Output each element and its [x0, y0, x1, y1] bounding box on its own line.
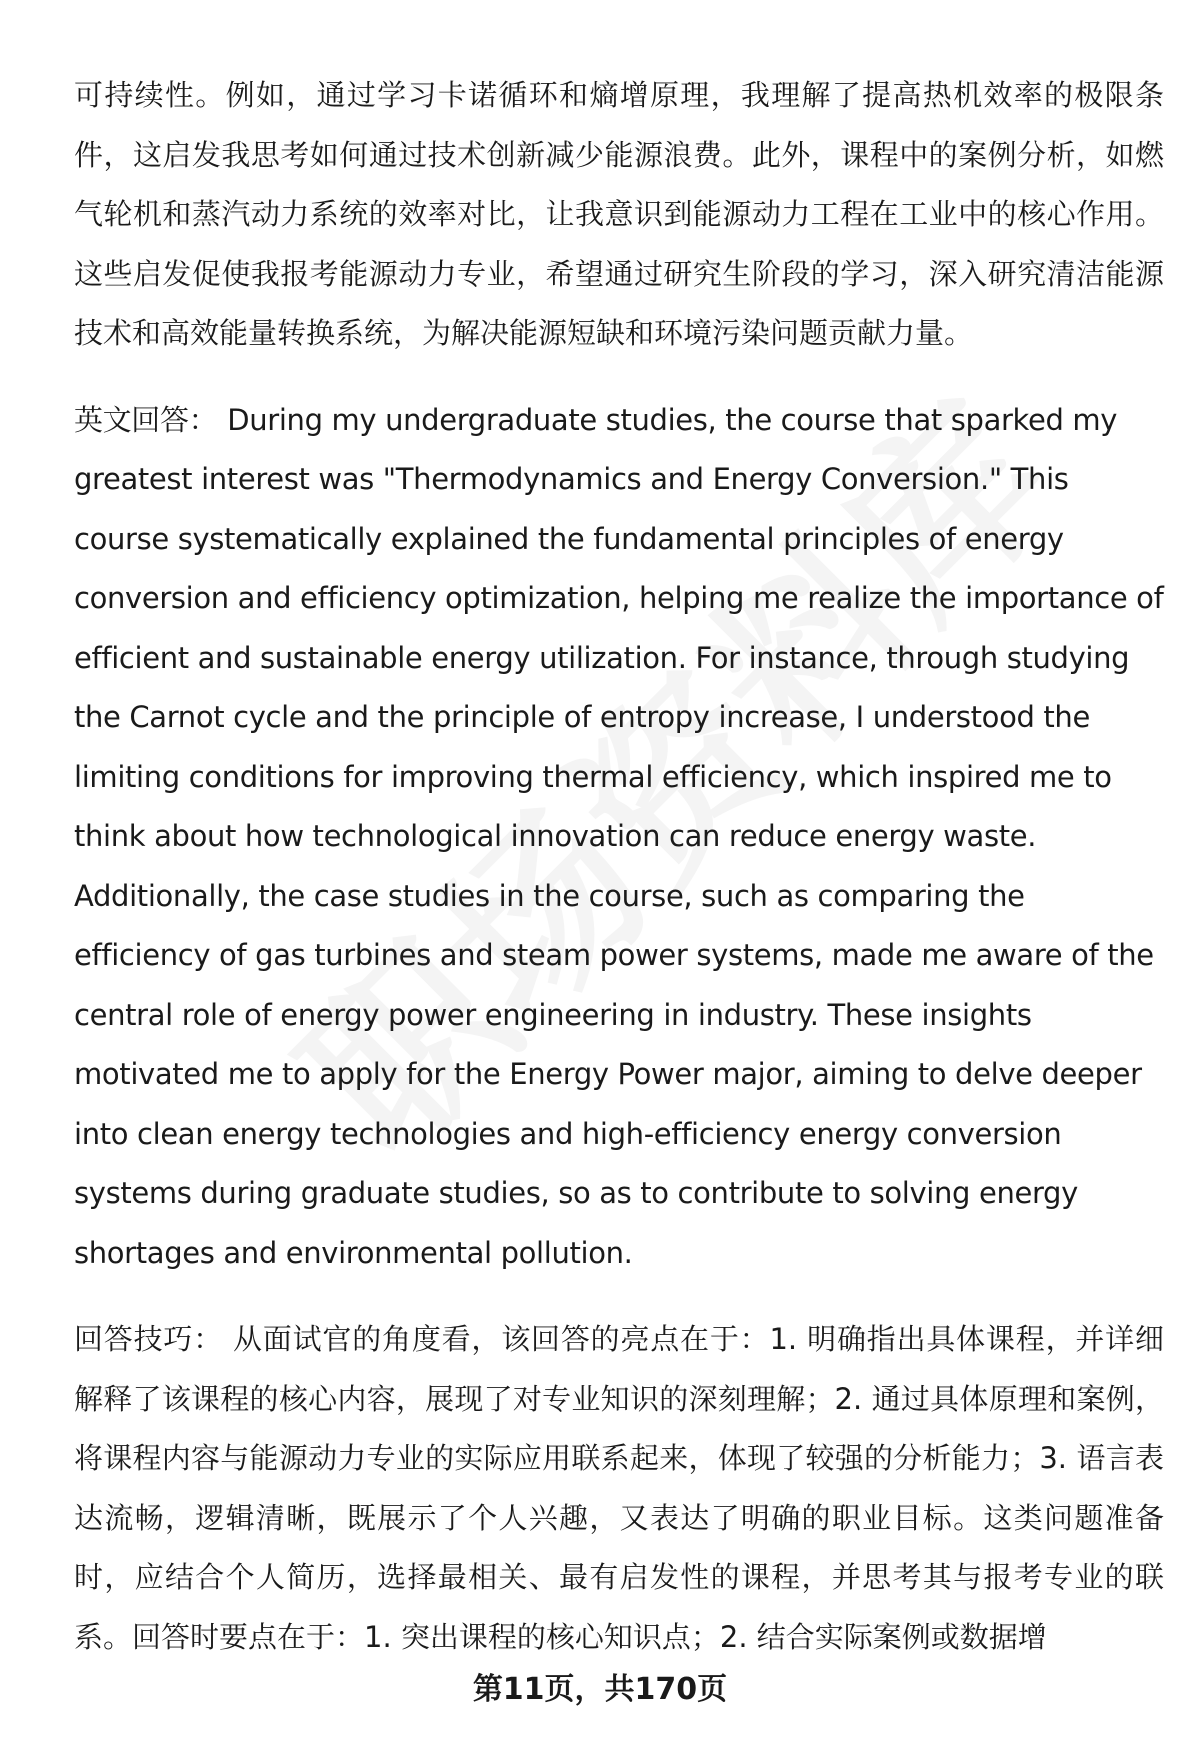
english-answer-label: 英文回答：: [74, 402, 218, 437]
answer-tips-text: 从面试官的角度看，该回答的亮点在于：1. 明确指出具体课程，并详细解释了该课程的核心内容，展现了对专业知识的深刻理解；2. 通过具体原理和案例，将课程内容与能源动力专业的实际应用联系起来，体现了较强的分析能力；3. 语言表达流畅，逻辑清晰，既展示了个人兴趣，又表达了明确的职业目标。这类问题准备时，应结合个人简历，选择最相关、最有启发性的课程，并思考其与报考专业的联系。回答时要点在于：1. 突出课程的核心知识点；2. 结合实际案例或数据增: [74, 1322, 1164, 1654]
document-page: [74, 66, 1164, 1694]
answer-tips-label: 回答技巧：: [74, 1322, 224, 1356]
english-answer-text: During my undergraduate studies, the course that sparked my greatest interest was "Thermodynamics and Energy Conversion." This course systematically explained the fundamental principles of energy conversion and efficiency optimization, helping me realize the importance of efficient and sustainable energy utilization. For instance, through studying the Carnot cycle and the principle of entropy increase, I understood the limiting conditions for improving thermal efficiency, which inspired me to think about how technological innovation can reduce energy waste. Additionally, the case studies in the course, such as comparing the efficiency of gas turbines and steam power systems, made me aware of the central role of energy power engineering in industry. These insights motivated me to apply for the Energy Power major, aiming to delve deeper into clean energy technologies and high-efficiency energy conversion systems during graduate studies, so as to contribute to solving energy shortages and environmental pollution.: [74, 402, 1164, 1270]
chinese-answer-continuation: 可持续性。例如，通过学习卡诺循环和熵增原理，我理解了提高热机效率的极限条件，这启发我思考如何通过技术创新减少能源浪费。此外，课程中的案例分析，如燃气轮机和蒸汽动力系统的效率对比，让我意识到能源动力工程在工业中的核心作用。这些启发促使我报考能源动力专业，希望通过研究生阶段的学习，深入研究清洁能源技术和高效能量转换系统，为解决能源短缺和环境污染问题贡献力量。: [74, 78, 1164, 350]
answer-tips-paragraph: [74, 1310, 1164, 1667]
english-answer-paragraph: [74, 391, 1164, 1284]
page-number-footer: 第11页，共170页: [472, 1672, 728, 1707]
